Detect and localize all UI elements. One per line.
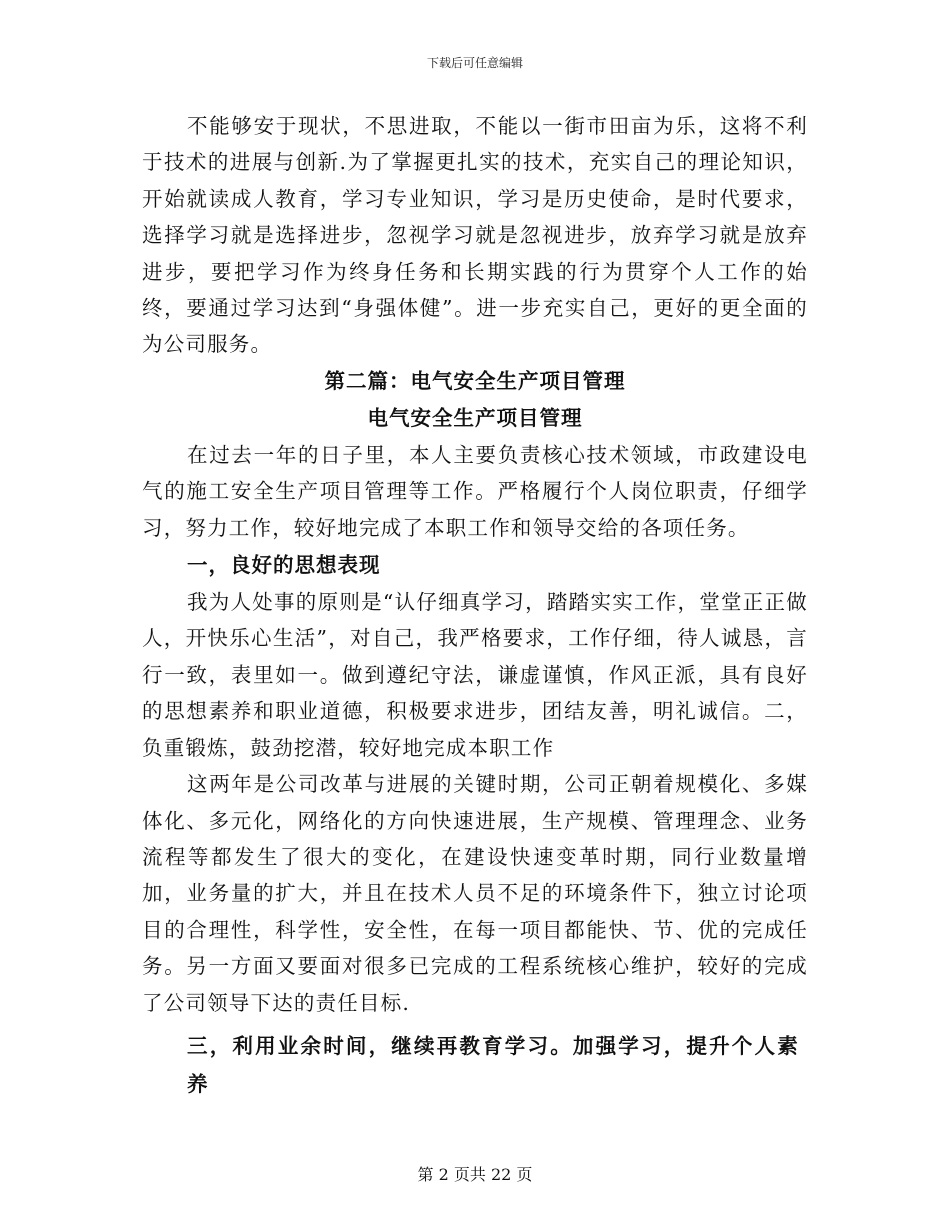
chapter-title: 第二篇：电气安全生产项目管理 — [324, 368, 626, 393]
document-body — [142, 108, 808, 1103]
paragraph-intro: 在过去一年的日子里，本人主要负责核心技术领域，市政建设电气的施工安全生产项目管理等工作。严格履行个人岗位职责，仔细学习，努力工作，较好地完成了本职工作和领导交给的各项任务。 — [142, 442, 808, 540]
section-heading-3: 三，利用业余时间，继续再教育学习。加强学习，提升个人素养 — [187, 1033, 800, 1096]
page-number: 第 2 页共 22 页 — [417, 1165, 533, 1184]
header-note: 下载后可任意编辑 — [426, 56, 523, 70]
document-title: 电气安全生产项目管理 — [367, 405, 583, 430]
section-heading-1: 一，良好的思想表现 — [187, 553, 381, 578]
paragraph-study: 不能够安于现状，不思进取，不能以一街市田亩为乐，这将不利于技术的进展与创新.为了掌握更扎实的技术，充实自己的理论知识，开始就读成人教育，学习专业知识，学习是历史使命，是时代要求，选择学习就是选择进步，忽视学习就是忽视进步，放弃学习就是放弃进步，要把学习作为终身任务和长期实践的行为贯穿个人工作的始终，要通过学习达到“身强体健”。进一步充实自己，更好的更全面的为公司服务。 — [142, 114, 808, 357]
paragraph-work: 这两年是公司改革与进展的关键时期，公司正朝着规模化、多媒体化、多元化，网络化的方向快速进展，生产规模、管理理念、业务流程等都发生了很大的变化，在建设快速变革时期，同行业数量增加，业务量的扩大，并且在技术人员不足的环境条件下，独立讨论项目的合理性，科学性，安全性，在每一项目都能快、节、优的完成任务。另一方面又要面对很多已完成的工程系统核心维护，较好的完成了公司领导下达的责任目标. — [142, 772, 808, 1015]
paragraph-thought: 我为人处事的原则是“认仔细真学习，踏踏实实工作，堂堂正正做人，开快乐心生活”，对自己，我严格要求，工作仔细，待人诚恳，言行一致，表里如一。做到遵纪守法，谦虚谨慎，作风正派，具有良好的思想素养和职业道德，积极要求进步，团结友善，明礼诚信。二，负重锻炼，鼓劲挖潜，较好地完成本职工作 — [142, 590, 808, 760]
